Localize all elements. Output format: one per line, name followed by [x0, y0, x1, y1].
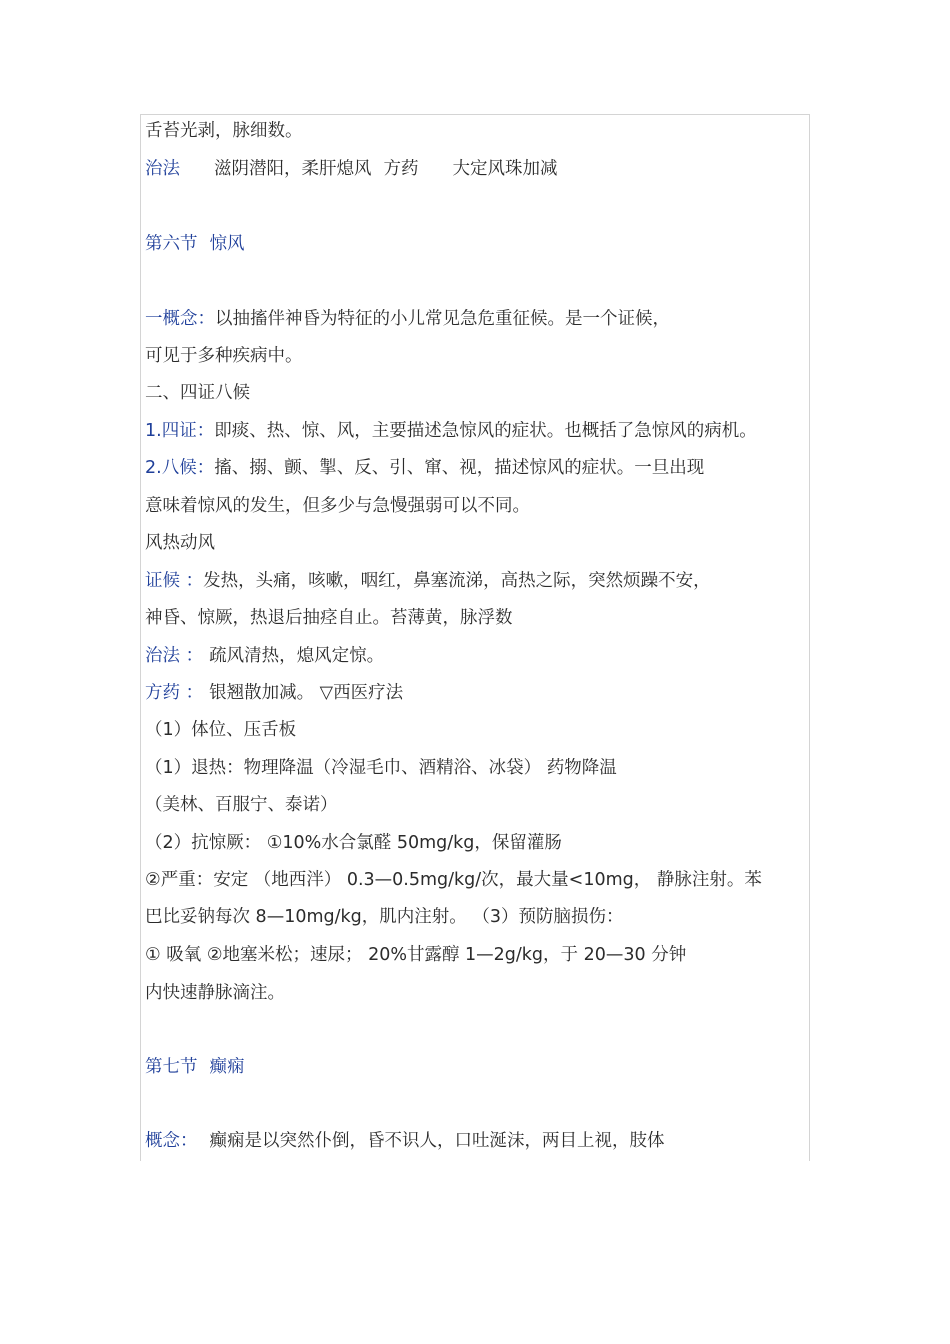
treatment-text: 滋阴潜阳，柔肝熄风 — [214, 159, 372, 179]
section-title: 癫痫 — [209, 1057, 245, 1077]
eight-symptoms-text: 搐、搦、颤、掣、反、引、窜、视，描述惊风的症状。一旦出现 — [214, 458, 705, 478]
text-line: （美林、百服宁、泰诺） — [145, 795, 338, 815]
text-line: 神昏、惊厥，热退后抽痉自止。苔薄黄，脉浮数 — [145, 608, 513, 628]
formula-line — [145, 681, 403, 705]
four-signs-line — [145, 419, 757, 443]
label-treatment: 治法 — [145, 159, 180, 179]
text-line: （1）体位、压舌板 — [145, 720, 297, 740]
treatment-line — [145, 644, 384, 668]
section-number: 第七节 — [145, 1057, 198, 1077]
label-four-signs: 1.四证： — [145, 421, 215, 441]
formula-label: 方药 — [383, 159, 419, 179]
subheading: 风热动风 — [145, 533, 215, 553]
label-syndrome: 证候 ： — [145, 571, 204, 591]
concept-line — [145, 1129, 665, 1153]
label-treatment: 治法 ： — [145, 646, 204, 666]
text-line: 巴比妥钠每次 8—10mg/kg，肌内注射。 （3）预防脑损伤： — [145, 907, 624, 927]
four-signs-text: 即痰、热、惊、风，主要描述急惊风的症状。也概括了急惊风的病机。 — [214, 421, 757, 441]
text-line: 可见于多种疾病中。 — [145, 346, 303, 366]
text-line: 舌苔光剥，脉细数。 — [145, 121, 303, 141]
label-concept: 概念： — [145, 1131, 198, 1151]
eight-symptoms-line — [145, 456, 704, 480]
subheading: 二、四证八候 — [145, 383, 250, 403]
concept-line — [145, 307, 670, 331]
label-formula: 方药 ： — [145, 683, 204, 703]
syndrome-line — [145, 569, 711, 593]
label-eight-symptoms: 2.八候： — [145, 458, 215, 478]
concept-text: 以抽搐伴神昏为特征的小儿常见急危重征候。是一个证候， — [215, 309, 670, 329]
treatment-text: 疏风清热，熄风定惊。 — [209, 646, 385, 666]
formula-text: 银翘散加减。 ▽西医疗法 — [209, 683, 404, 703]
formula-text: 大定风珠加减 — [452, 159, 558, 179]
syndrome-text: 发热，头痛，咳嗽，咽红，鼻塞流涕，高热之际，突然烦躁不安， — [203, 571, 711, 591]
text-line: （1）退热：物理降温（冷湿毛巾、酒精浴、冰袋） 药物降温 — [145, 758, 617, 778]
section-heading — [145, 232, 245, 256]
text-line: 内快速静脉滴注。 — [145, 983, 285, 1003]
section-number: 第六节 — [145, 234, 198, 254]
treatment-line — [145, 157, 558, 181]
section-title: 惊风 — [209, 234, 245, 254]
label-concept: 一概念： — [145, 309, 215, 329]
text-line: ① 吸氧 ②地塞米松；速尿； 20%甘露醇 1—2g/kg，于 20—30 分钟 — [145, 945, 687, 965]
section-heading — [145, 1055, 245, 1079]
text-line: 意味着惊风的发生，但多少与急慢强弱可以不同。 — [145, 496, 530, 516]
text-line: ②严重：安定 （地西泮） 0.3—0.5mg/kg/次，最大量<10mg， 静脉注射。苯 — [145, 870, 762, 890]
text-line: （2）抗惊厥： ①10%水合氯醛 50mg/kg，保留灌肠 — [145, 833, 562, 853]
concept-text: 癫痫是以突然仆倒，昏不识人，口吐涎沫，两目上视，肢体 — [209, 1131, 665, 1151]
